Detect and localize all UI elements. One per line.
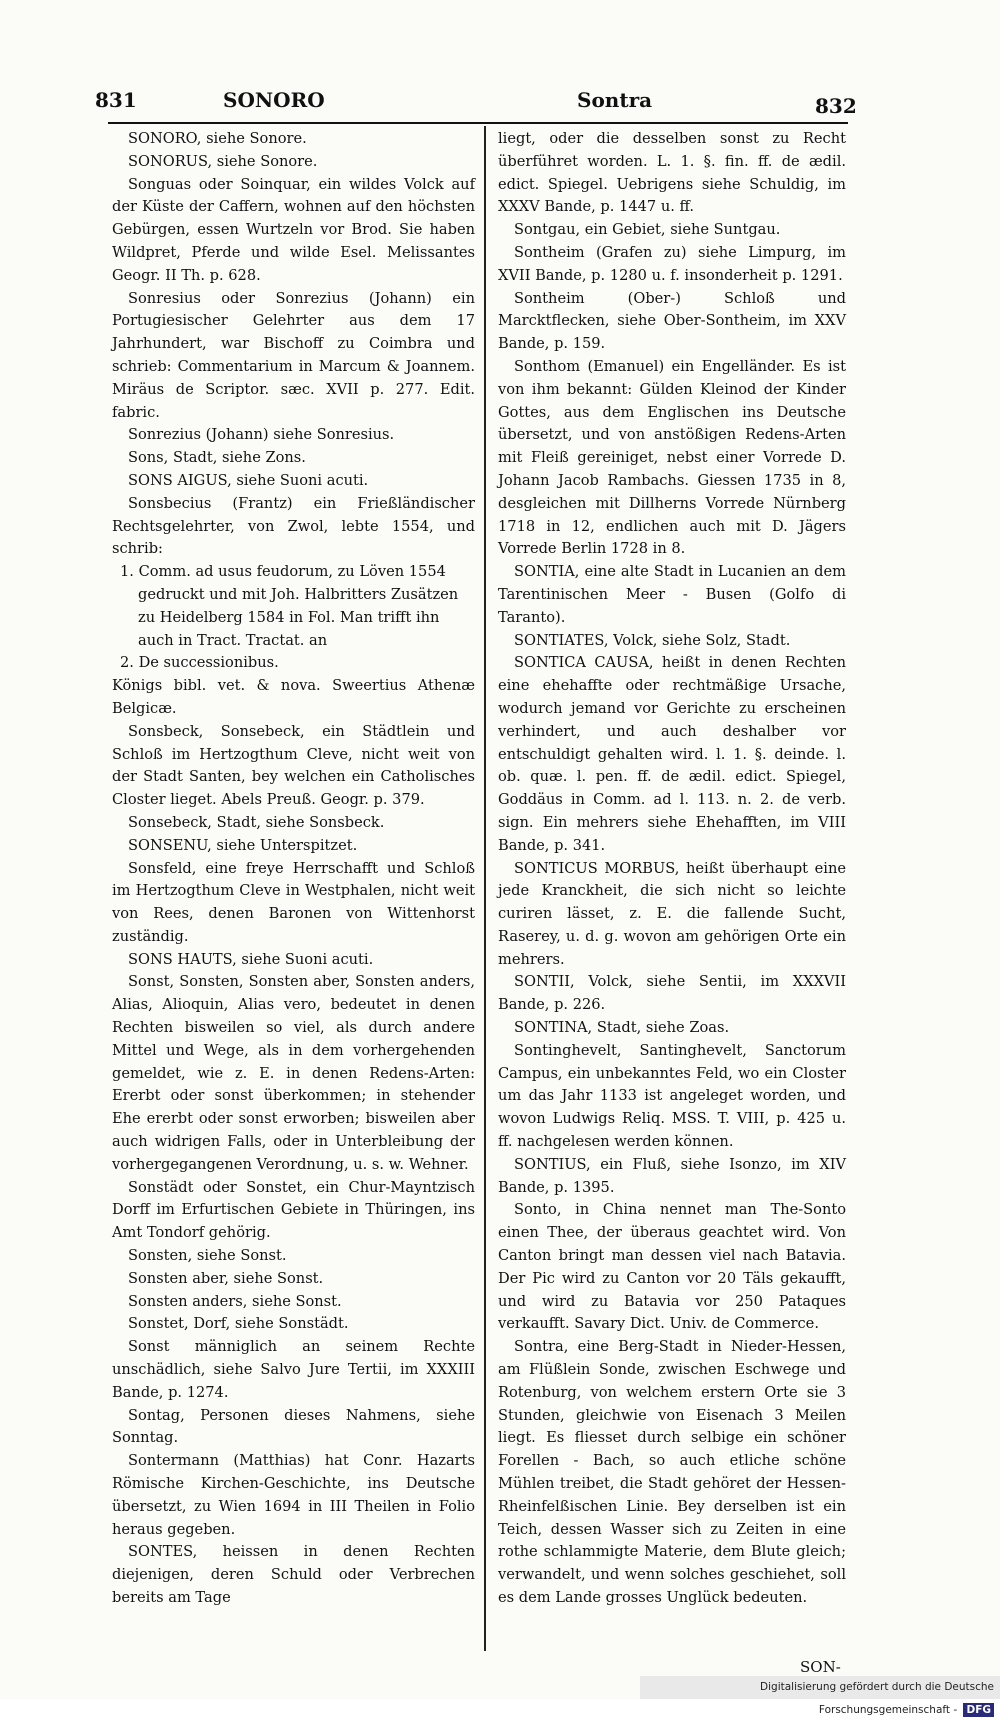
entry: Sonsebeck, Stadt, siehe Sonsbeck. (128, 813, 385, 831)
entry: SONS HAUTS, siehe Suoni acuti. (128, 950, 374, 968)
entry: SONTICA CAUSA, heißt in denen Rechten eine ehehaffte oder rechtmäßige Ursache, wodurch jemand vor Gerichte zu erscheinen verhindert, und auch deshalber vor entschuldigt gehalten wird. l. 1. §. deinde. l. ob. quæ. l. pen. ff. de ædil. edict. Spiegel, Goddäus in Comm. ad l. 113. n. 2. de verb. sign. Ein mehrers siehe Ehehafften, im VIII Bande, p. 341. (498, 654, 846, 854)
entry: Sonthom (Emanuel) ein Engelländer. Es ist von ihm bekannt: Gülden Kleinod der Kinder Gottes, aus dem Englischen ins Deutsche übersetzt, und von anstößigen Redens-Arten mit Fleiß gereiniget, nebst einer Vorrede D. Johann Jacob Rambachs. Giessen 1735 in 8, desgleichen mit Dillherns Vorrede Nürnberg 1718 in 12, endlichen auch mit D. Jägers Vorrede Berlin 1728 in 8. (498, 357, 846, 558)
entry: Sonsbeck, Sonsebeck, ein Städtlein und Schloß im Hertzogthum Cleve, nicht weit von der Stadt Santen, bey welchen ein Catholisches Closter lieget. Abels Preuß. Geogr. p. 379. (112, 722, 475, 809)
entry: SONTIA, eine alte Stadt in Lucanien an dem Tarentinischen Meer - Busen (Golfo di Taranto). (498, 563, 846, 626)
right-column (498, 128, 846, 1610)
entry: SONTES, heissen in denen Rechten diejenigen, deren Schuld oder Verbrechen bereits am Tage (112, 1543, 475, 1606)
dfg-logo: DFG (963, 1703, 994, 1717)
entry: SONTINA, Stadt, siehe Zoas. (514, 1019, 730, 1037)
right-running-title: Sontra (577, 88, 653, 112)
entry: Sonst, Sonsten, Sonsten aber, Sonsten anders, Alias, Alioquin, Alias vero, bedeutet in denen Rechten bisweilen so viel, als durch andere Mittel und Wege, als in dem vorhergehenden gemeldet, wie z. E. in denen Redens-Arten: Ererbt oder sonst überkommen; in stehender Ehe ererbt oder sonst erworben; bisweilen aber auch widrigen Falls, oder in Unterbleibung der vorhergegangenen Verordnung, u. s. w. Wehner. (112, 973, 475, 1173)
entry: SONTICUS MORBUS, heißt überhaupt eine jede Kranckheit, die sich nicht so leichte curiren lässet, z. E. die fallende Sucht, Raserey, u. d. g. wovon am gehörigen Orte ein mehrers. (498, 859, 846, 968)
entry: Sons, Stadt, siehe Zons. (128, 449, 306, 467)
entry: SONORUS, siehe Sonore. (128, 152, 318, 170)
entry: SONTII, Volck, siehe Sentii, im XXXVII Bande, p. 226. (498, 973, 846, 1014)
left-column (112, 128, 475, 1610)
entry: Sonsten anders, siehe Sonst. (128, 1292, 342, 1310)
entry: SONSENU, siehe Unterspitzet. (128, 836, 358, 854)
entry: Sonsten aber, siehe Sonst. (128, 1269, 324, 1287)
entry: SONORO, siehe Sonore. (128, 130, 307, 147)
entry: Sonstädt oder Sonstet, ein Chur-Mayntzisch Dorff im Erfurtischen Gebiete in Thüringen, ins Amt Tondorf gehörig. (112, 1178, 475, 1242)
entry: Songuas oder Soinquar, ein wildes Volck auf der Küste der Caffern, wohnen auf den höchsten Gebürgen, essen Wurtzeln vor Brod. Sie haben Wildpret, Pferde und wilde Esel. Melissantes Geogr. II Th. p. 628. (112, 175, 475, 284)
right-page-number: 832 (815, 94, 857, 118)
entry: Sontermann (Matthias) hat Conr. Hazarts Römische Kirchen-Geschichte, ins Deutsche übersetzt, zu Wien 1694 in III Theilen in Folio heraus gegeben. (112, 1452, 475, 1538)
entry: Sonsten, siehe Sonst. (128, 1247, 287, 1265)
entry: SONTIUS, ein Fluß, siehe Isonzo, im XIV Bande, p. 1395. (498, 1155, 846, 1196)
catchword: SON- (800, 1658, 841, 1676)
entry: Sontheim (Grafen zu) siehe Limpurg, im XVII Bande, p. 1280 u. f. insonderheit p. 1291. (498, 243, 846, 284)
entry-subitem: 2. De successionibus. (120, 654, 279, 672)
footer-text: Digitalisierung gefördert durch die Deutsche Forschungsgemeinschaft - (760, 1681, 994, 1716)
entry: Sonsfeld, eine freye Herrschafft und Schloß im Hertzogthum Cleve in Westphalen, nicht weit von Rees, denen Baronen von Wittenhorst zuständig. (112, 859, 475, 945)
entry-subitem: 1. Comm. ad usus feudorum, zu Löven 1554 gedruckt und mit Joh. Halbritters Zusätzen zu Heidelberg 1584 in Fol. Man trifft ihn auch in Tract. Tractat. an (120, 563, 459, 649)
entry: Sonstet, Dorf, siehe Sonstädt. (128, 1315, 349, 1333)
entry: Sontheim (Ober-) Schloß und Marcktflecken, siehe Ober-Sontheim, im XXV Bande, p. 159. (498, 289, 846, 353)
entry: Sontag, Personen dieses Nahmens, siehe Sonntag. (112, 1406, 475, 1447)
entry: liegt, oder die desselben sonst zu Recht überführet worden. L. 1. §. fin. ff. de ædil. edict. Spiegel. Uebrigens siehe Schuldig, im XXXV Bande, p. 1447 u. ff. (498, 130, 846, 216)
column-divider (484, 126, 486, 1651)
entry: Sonsbecius (Frantz) ein Frießländischer Rechtsgelehrter, von Zwol, lebte 1554, und schrib: (112, 494, 475, 558)
entry: Sontinghevelt, Santinghevelt, Sanctorum Campus, ein unbekanntes Feld, wo ein Closter um das Jahr 1133 ist angeleget worden, und wovon Ludwigs Reliq. MSS. T. VIII, p. 425 u. ff. nachgelesen werden können. (498, 1041, 846, 1151)
left-page-number: 831 (95, 88, 137, 112)
entry: Sonrezius (Johann) siehe Sonresius. (128, 426, 395, 444)
digitization-footer (640, 1676, 1000, 1716)
entry: SONS AIGUS, siehe Suoni acuti. (128, 471, 369, 489)
entry: Sonresius oder Sonrezius (Johann) ein Portugiesischer Gelehrter aus dem 17 Jahrhundert, war Bischoff zu Coimbra und schrieb: Commentarium in Marcum & Joannem. Miräus de Scriptor. sæc. XVII p. 277. Edit. fabric. (112, 289, 475, 421)
entry: Königs bibl. vet. & nova. Sweertius Athenæ Belgicæ. (112, 677, 475, 717)
entry: Sonst männiglich an seinem Rechte unschädlich, siehe Salvo Jure Tertii, im XXXIII Bande, p. 1274. (112, 1338, 475, 1401)
entry: Sontgau, ein Gebiet, siehe Suntgau. (514, 221, 781, 239)
header-rule (108, 122, 848, 124)
left-running-title: SONORO (223, 88, 325, 112)
entry: SONTIATES, Volck, siehe Solz, Stadt. (514, 631, 791, 649)
running-header (95, 88, 855, 118)
entry: Sonto, in China nennet man The-Sonto einen Thee, der überaus geachtet wird. Von Canton bringt man dessen viel nach Batavia. Der Pic wird zu Canton vor 20 Täls gekaufft, und wird zu Batavia vor 250 Pataques verkaufft. Savary Dict. Univ. de Commerce. (498, 1201, 846, 1333)
entry: Sontra, eine Berg-Stadt in Nieder-Hessen, am Flüßlein Sonde, zwischen Eschwege und Rotenburg, von welchem erstern Orte sie 3 Stunden, gleichwie von Eisenach 3 Meilen liegt. Es fliesset durch selbige ein schöner Forellen - Bach, so auch etliche schöne Mühlen treibet, die Stadt gehöret der Hessen-Rheinfelßischen Linie. Bey derselben ist ein Teich, dessen Wasser sich zu Zeiten in eine rothe schlammigte Materie, dem Blute gleich; verwandelt, und wenn solches geschiehet, soll es dem Lande grosses Unglück bedeuten. (498, 1338, 846, 1606)
